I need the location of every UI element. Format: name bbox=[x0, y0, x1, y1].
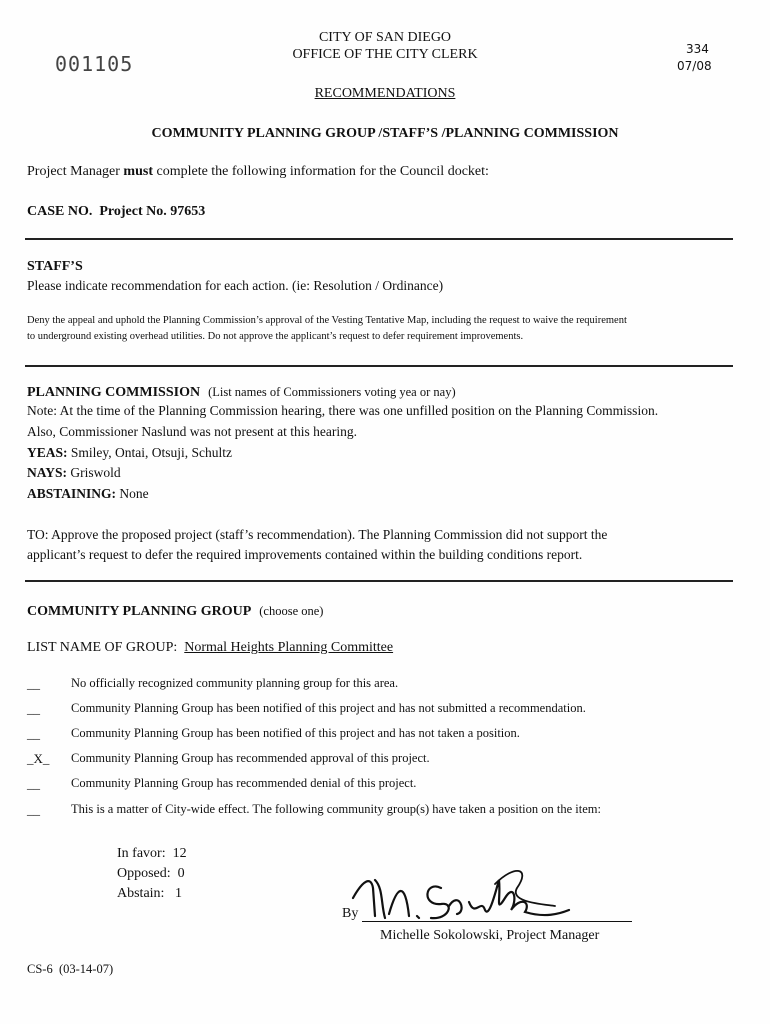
option-text: Community Planning Group has been notified of this project and has not taken a position. bbox=[71, 726, 520, 740]
intro-prefix: Project Manager bbox=[27, 164, 124, 179]
group-name-line bbox=[27, 640, 393, 656]
abstaining-line bbox=[27, 486, 149, 502]
form-code: 334 bbox=[686, 42, 709, 56]
signature-stroke bbox=[353, 880, 419, 918]
form-date: 07/08 bbox=[677, 59, 712, 73]
staff-instruction: Please indicate recommendation for each action. (ie: Resolution / Ordinance) bbox=[27, 278, 444, 293]
abstaining-label: ABSTAINING: bbox=[27, 486, 117, 501]
city-name: CITY OF SAN DIEGO bbox=[318, 30, 452, 45]
abstain-label: Abstain: bbox=[117, 886, 165, 901]
signature-stroke bbox=[427, 880, 569, 918]
intro-suffix: complete the following information for the Council docket: bbox=[152, 164, 489, 179]
in-favor-line bbox=[117, 846, 187, 862]
to-line2: applicant’s request to defer the required improvements contained within the building conditions report. bbox=[27, 547, 583, 562]
planning-commission-heading: PLANNING COMMISSION bbox=[27, 385, 201, 400]
handwritten-signature bbox=[345, 858, 575, 928]
option-text: No officially recognized community planning group for this area. bbox=[71, 676, 399, 690]
community-group-note: (choose one) bbox=[259, 604, 324, 618]
yeas-value: Smiley, Ontai, Otsuji, Schultz bbox=[70, 445, 233, 460]
group-name-label: LIST NAME OF GROUP: bbox=[27, 640, 178, 655]
case-value: Project No. 97653 bbox=[99, 204, 206, 219]
yeas-line bbox=[27, 445, 232, 461]
planning-commission-note: (List names of Commissioners voting yea or nay) bbox=[208, 385, 456, 399]
page-title: RECOMMENDATIONS bbox=[314, 86, 456, 101]
option-checkbox[interactable]: __ bbox=[27, 726, 40, 741]
abstaining-value: None bbox=[119, 486, 149, 501]
to-line1: TO: Approve the proposed project (staff’s recommendation). The Planning Commission did not support the bbox=[27, 527, 608, 542]
staff-recommendation-line2: to underground existing overhead utilities. Do not approve the applicant’s request to defer requirement improvements. bbox=[27, 331, 524, 342]
option-checkbox[interactable]: _X_ bbox=[27, 751, 50, 766]
document-number: 001105 bbox=[55, 52, 134, 76]
commission-note-line2: Also, Commissioner Naslund was not present at this hearing. bbox=[27, 424, 357, 439]
planning-commission-heading-line bbox=[27, 383, 456, 401]
community-group-heading-line bbox=[27, 602, 323, 620]
divider bbox=[25, 238, 733, 240]
case-label: CASE NO. bbox=[27, 204, 93, 219]
staff-heading: STAFF’S bbox=[27, 259, 83, 274]
nays-label: NAYS: bbox=[27, 465, 68, 480]
yeas-label: YEAS: bbox=[27, 445, 68, 460]
abstain-line bbox=[117, 886, 182, 902]
commission-note-line1: Note: At the time of the Planning Commission hearing, there was one unfilled position on the Planning Commission. bbox=[27, 403, 659, 418]
group-name: Normal Heights Planning Committee bbox=[184, 640, 394, 655]
opposed-count: 0 bbox=[177, 866, 185, 881]
option-text: This is a matter of City-wide effect. The following community group(s) have taken a position on the item: bbox=[71, 802, 601, 816]
intro-line bbox=[27, 164, 489, 180]
option-checkbox[interactable]: __ bbox=[27, 802, 40, 817]
nays-value: Griswold bbox=[70, 465, 121, 480]
option-text: Community Planning Group has been notified of this project and has not submitted a recommendation. bbox=[71, 701, 586, 715]
divider bbox=[25, 580, 733, 582]
by-label: By bbox=[342, 906, 359, 921]
opposed-line bbox=[117, 866, 185, 882]
option-checkbox[interactable]: __ bbox=[27, 776, 40, 791]
intro-must: must bbox=[123, 164, 153, 179]
form-id: CS-6 bbox=[27, 962, 53, 976]
option-text: Community Planning Group has recommended denial of this project. bbox=[71, 776, 417, 790]
form-footer bbox=[27, 962, 113, 977]
abstain-count: 1 bbox=[174, 886, 182, 901]
office-name: OFFICE OF THE CITY CLERK bbox=[292, 47, 478, 62]
in-favor-label: In favor: bbox=[117, 846, 166, 861]
page-subtitle: COMMUNITY PLANNING GROUP /STAFF’S /PLANNING COMMISSION bbox=[151, 126, 619, 141]
staff-recommendation-line1: Deny the appeal and uphold the Planning Commission’s approval of the Vesting Tentative Map, including the request to waive the requirement bbox=[27, 315, 627, 326]
form-revision: (03-14-07) bbox=[58, 962, 114, 976]
signer-name-title: Michelle Sokolowski, Project Manager bbox=[380, 928, 600, 943]
opposed-label: Opposed: bbox=[117, 866, 171, 881]
option-checkbox[interactable]: __ bbox=[27, 676, 40, 691]
case-number bbox=[27, 204, 205, 220]
community-group-heading: COMMUNITY PLANNING GROUP bbox=[27, 604, 252, 619]
nays-line bbox=[27, 465, 121, 481]
option-checkbox[interactable]: __ bbox=[27, 701, 40, 716]
option-text: Community Planning Group has recommended approval of this project. bbox=[71, 751, 430, 765]
in-favor-count: 12 bbox=[172, 846, 187, 861]
divider bbox=[25, 365, 733, 367]
